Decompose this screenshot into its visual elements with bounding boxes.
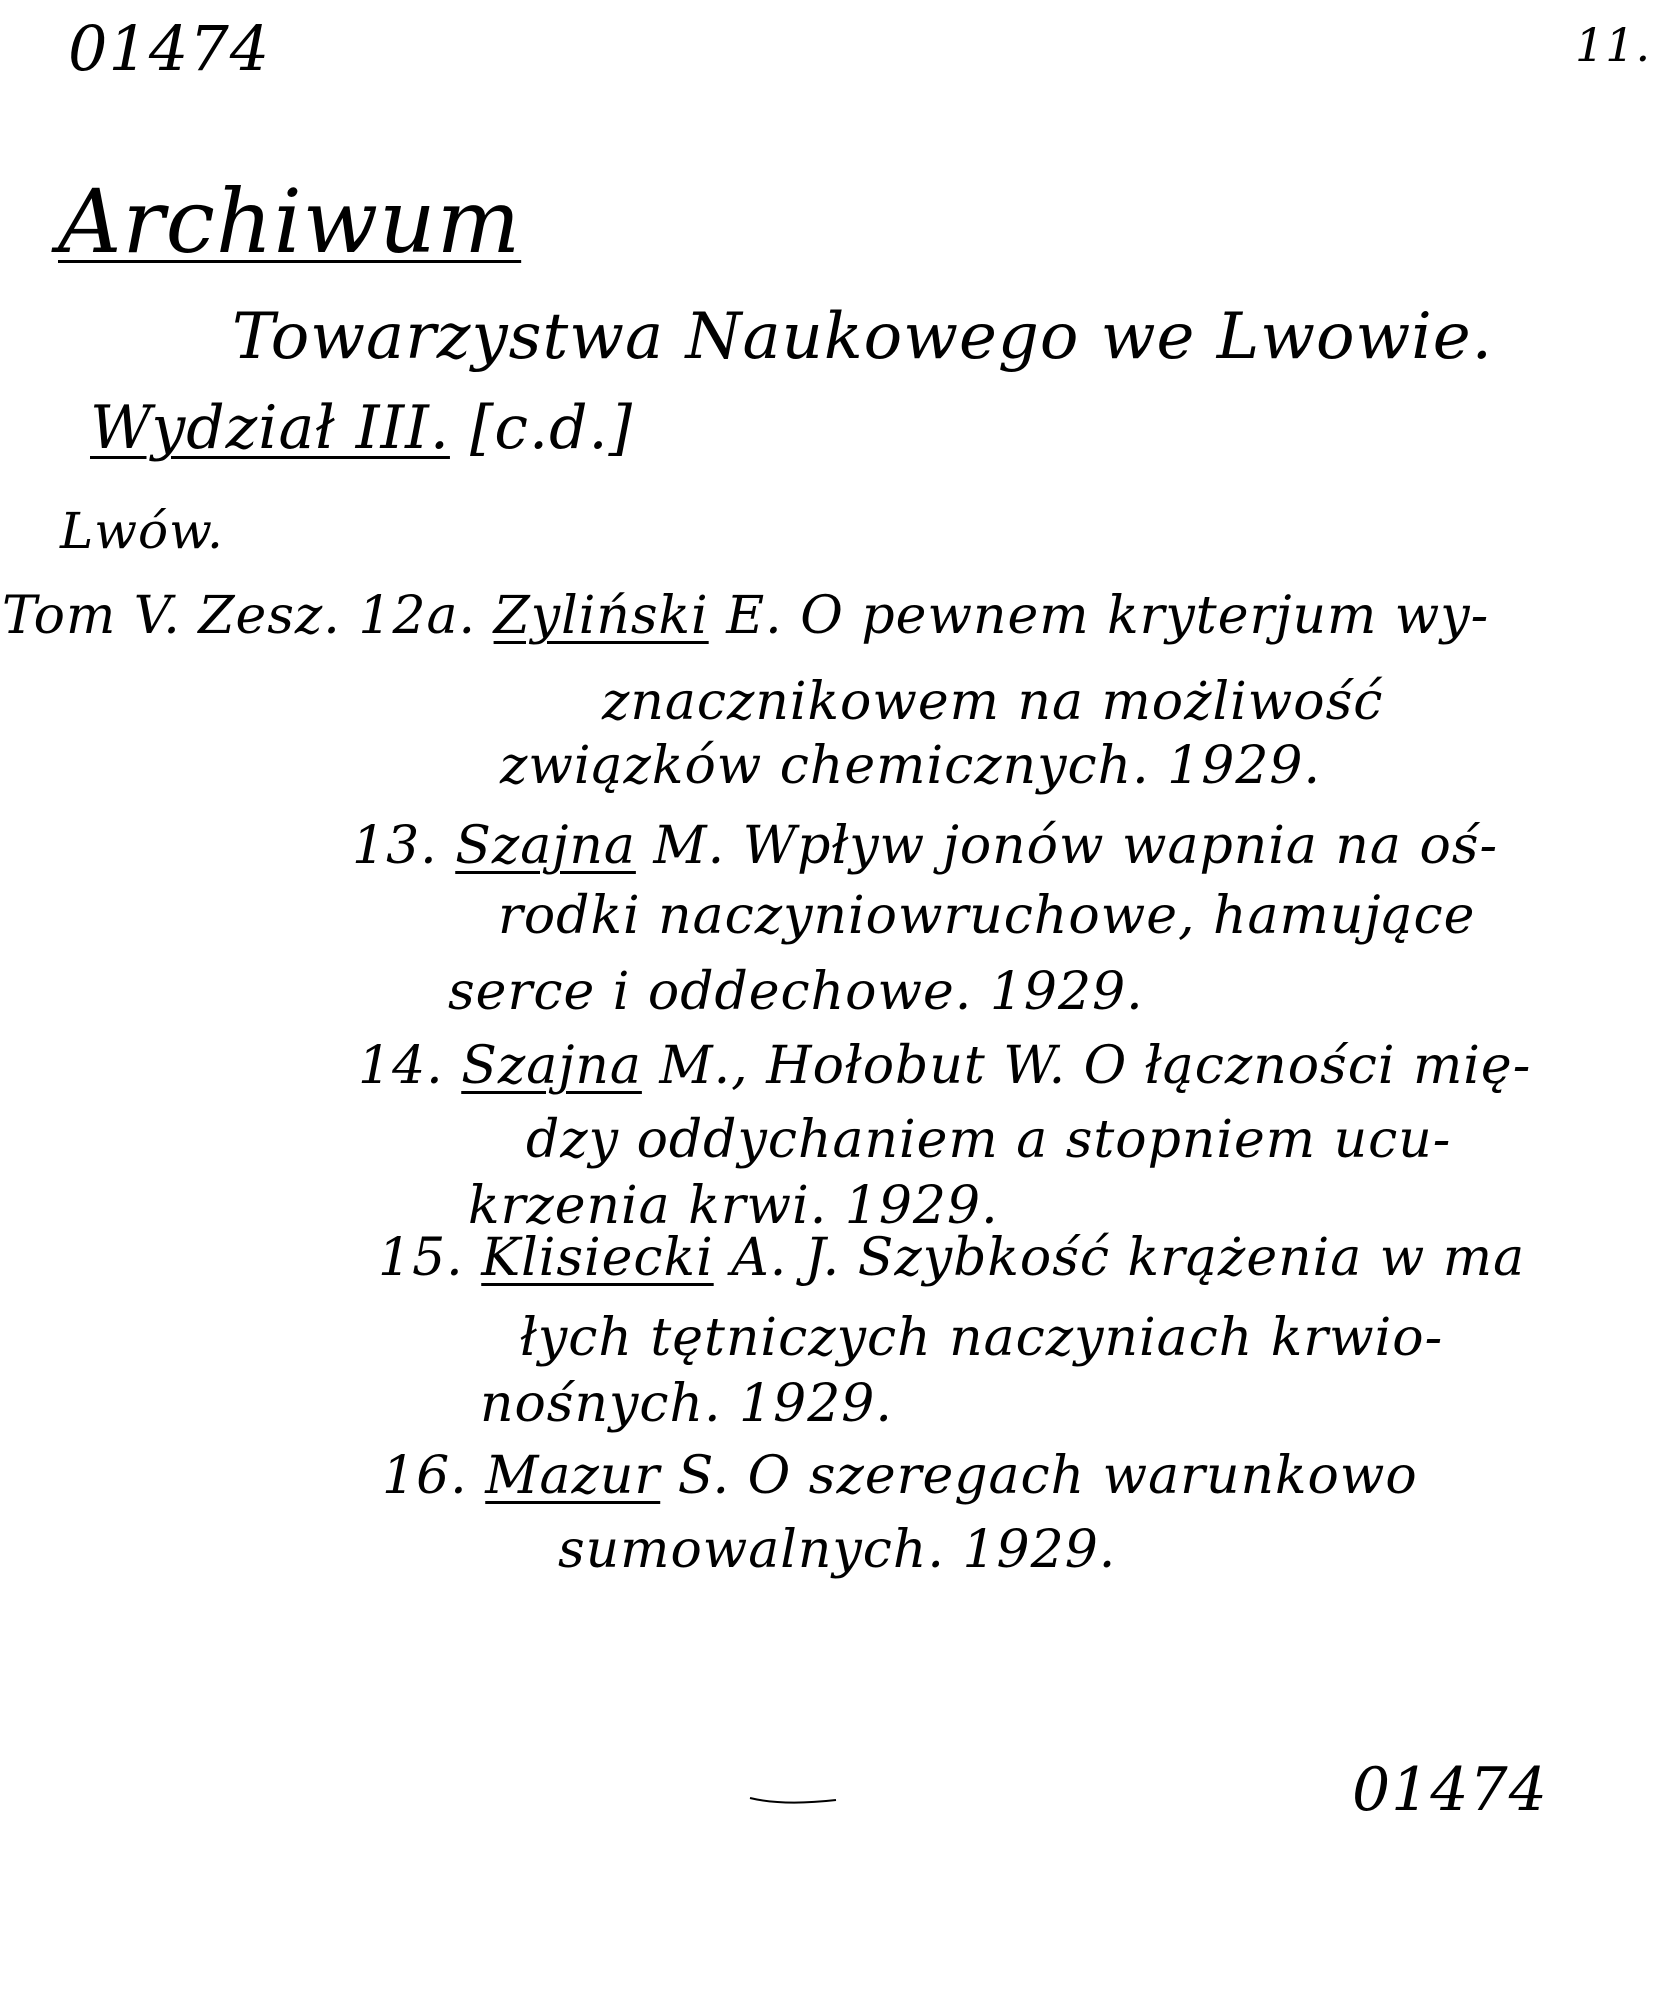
author-name: Mazur	[485, 1446, 661, 1506]
entry-prefix: 15.	[378, 1228, 482, 1288]
entry-title-start: E. O pewnem kryterjum wy-	[708, 586, 1490, 646]
entry-prefix: 14.	[358, 1036, 462, 1096]
entry-title-start: M. Wpływ jonów wapnia na oś-	[635, 816, 1499, 876]
entry-prefix: 16.	[382, 1446, 486, 1506]
entry-line	[382, 1446, 1418, 1506]
author-name: Szajna	[461, 1036, 642, 1096]
entry-line: serce i oddechowe. 1929.	[448, 962, 1144, 1022]
entry-line	[358, 1036, 1532, 1096]
entry-line	[378, 1228, 1526, 1288]
entry-title-start: A. J. Szybkość krążenia w ma	[713, 1228, 1526, 1288]
entry-prefix: Tom V. Zesz. 12a.	[2, 586, 494, 646]
entry-prefix: 13.	[352, 816, 456, 876]
entry-line: łych tętniczych naczyniach krwio-	[520, 1308, 1444, 1368]
catalog-number: 01474	[68, 12, 271, 85]
entry-line: rodki naczyniowruchowe, hamujące	[498, 886, 1476, 946]
page-number: 11.	[1575, 18, 1652, 72]
department-continuation-note: [c.d.]	[470, 393, 633, 463]
entry-line	[352, 816, 1499, 876]
entry-line: związków chemicznych. 1929.	[500, 736, 1322, 796]
entry-line: nośnych. 1929.	[480, 1374, 893, 1434]
entry-line: krzenia krwi. 1929.	[468, 1176, 999, 1236]
pencil-stroke-mark	[748, 1794, 838, 1806]
city-name: Lwów.	[60, 502, 224, 560]
author-name: Klisiecki	[481, 1228, 714, 1288]
catalog-number-bottom: 01474	[1352, 1755, 1548, 1825]
entry-line: dzy oddychaniem a stopniem ucu-	[526, 1110, 1452, 1170]
entry-title-start: M., Hołobut W. O łączności mię-	[641, 1036, 1532, 1096]
entry-line: sumowalnych. 1929.	[558, 1520, 1117, 1580]
entry-line	[2, 586, 1490, 646]
author-name: Szajna	[455, 816, 636, 876]
entry-line: znacznikowem na możliwość	[602, 672, 1384, 732]
department-heading: Wydział III.	[90, 393, 450, 463]
archive-title: Archiwum	[58, 170, 522, 273]
entry-title-start: S. O szeregach warunkowo	[660, 1446, 1418, 1506]
society-name: Towarzystwa Naukowego we Lwowie.	[232, 300, 1493, 374]
author-name: Zyliński	[493, 586, 709, 646]
